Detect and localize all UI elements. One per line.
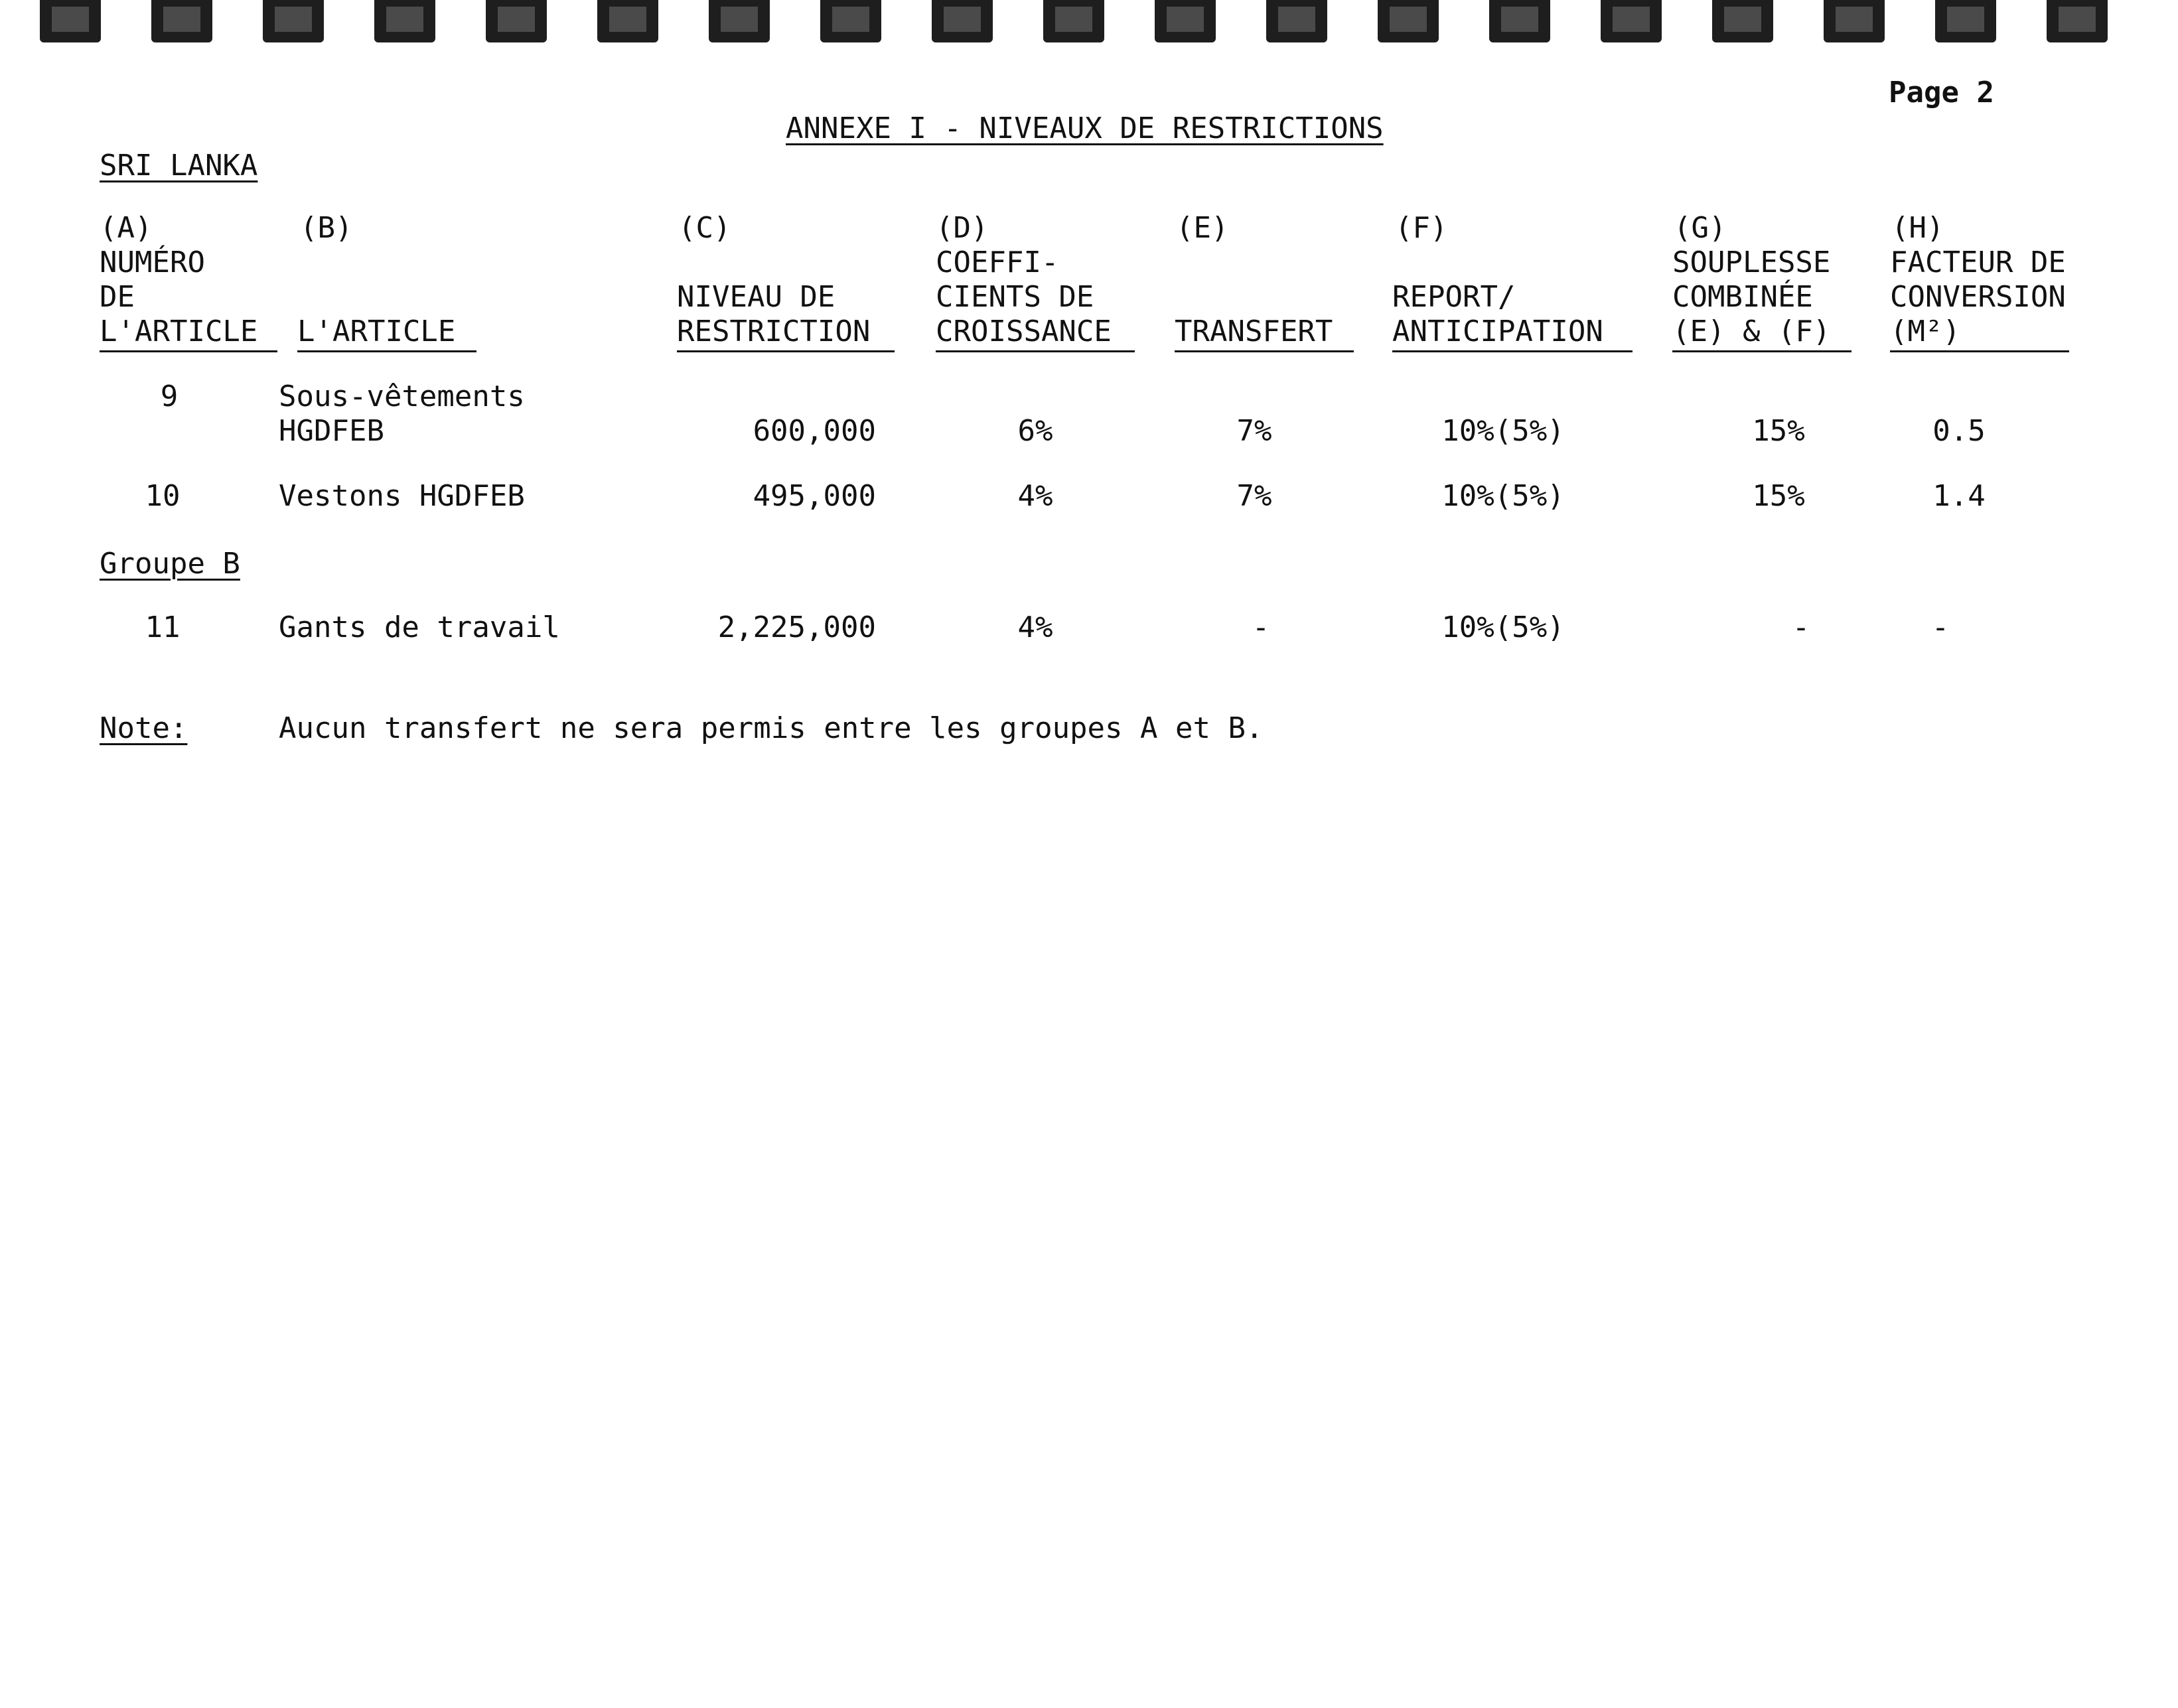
cell-article-name: Gants de travail — [279, 610, 560, 644]
column-g-code: (G) — [1674, 211, 1727, 245]
spiral-binding — [40, 0, 2137, 48]
binding-hole — [1824, 0, 1885, 42]
column-a-label: L'ARTICLE — [100, 315, 258, 348]
binding-hole — [597, 0, 658, 42]
cell-carryover: 10%(5%) — [1441, 414, 1565, 448]
column-a-label: NUMÉRO — [100, 246, 205, 279]
binding-hole — [1489, 0, 1550, 42]
binding-hole — [932, 0, 993, 42]
cell-growth-rate: 4% — [1017, 610, 1053, 644]
cell-conversion-factor: 1.4 — [1932, 479, 1986, 513]
column-d-code: (D) — [936, 211, 989, 245]
column-e-label: TRANSFERT — [1175, 315, 1333, 348]
binding-hole — [709, 0, 770, 42]
binding-hole — [1601, 0, 1662, 42]
column-c-label: RESTRICTION — [677, 315, 871, 348]
binding-hole — [1043, 0, 1104, 42]
column-f-label: REPORT/ — [1392, 280, 1516, 314]
column-e-code: (E) — [1176, 211, 1229, 245]
column-a-underline — [100, 350, 277, 352]
cell-article-number: 9 — [160, 380, 179, 413]
binding-hole — [820, 0, 881, 42]
cell-combined-flexibility: 15% — [1752, 414, 1805, 448]
binding-hole — [1155, 0, 1216, 42]
cell-carryover: 10%(5%) — [1441, 479, 1565, 513]
column-f-code: (F) — [1395, 211, 1448, 245]
cell-article-name: Vestons HGDFEB — [279, 479, 525, 513]
cell-restriction-level: 495,000 — [753, 479, 876, 513]
column-g-label: COMBINÉE — [1672, 280, 1813, 314]
column-c-code: (C) — [678, 211, 731, 245]
column-b-code: (B) — [300, 211, 353, 245]
column-g-underline — [1672, 350, 1851, 352]
cell-restriction-level: 600,000 — [753, 414, 876, 448]
cell-article-name: Sous-vêtements — [279, 380, 525, 413]
column-d-underline — [936, 350, 1135, 352]
cell-transfer: 7% — [1236, 479, 1272, 513]
cell-article-number: 11 — [145, 610, 181, 644]
column-h-code: (H) — [1891, 211, 1944, 245]
binding-hole — [263, 0, 324, 42]
column-e-underline — [1175, 350, 1354, 352]
column-d-label: CROISSANCE — [936, 315, 1112, 348]
column-f-underline — [1392, 350, 1633, 352]
binding-hole — [1935, 0, 1996, 42]
cell-combined-flexibility: - — [1792, 610, 1810, 644]
column-h-label: CONVERSION — [1890, 280, 2066, 314]
cell-conversion-factor: - — [1931, 610, 1950, 644]
column-f-label: ANTICIPATION — [1392, 315, 1603, 348]
column-d-label: CIENTS DE — [936, 280, 1094, 314]
column-d-label: COEFFI- — [936, 246, 1059, 279]
cell-growth-rate: 6% — [1017, 414, 1053, 448]
binding-hole — [2047, 0, 2108, 42]
page-number: Page 2 — [1889, 76, 1994, 109]
page-title: ANNEXE I - NIVEAUX DE RESTRICTIONS — [786, 111, 1384, 145]
group-b-heading: Groupe B — [100, 547, 240, 581]
column-h-underline — [1890, 350, 2069, 352]
column-g-label: (E) & (F) — [1672, 315, 1831, 348]
country-heading: SRI LANKA — [100, 149, 258, 182]
column-g-label: SOUPLESSE — [1672, 246, 1831, 279]
cell-growth-rate: 4% — [1017, 479, 1053, 513]
cell-transfer: - — [1252, 610, 1270, 644]
cell-transfer: 7% — [1236, 414, 1272, 448]
column-b-underline — [297, 350, 476, 352]
note-label: Note: — [100, 711, 188, 745]
column-a-label: DE — [100, 280, 135, 314]
column-c-underline — [677, 350, 895, 352]
cell-article-name: HGDFEB — [279, 414, 384, 448]
cell-carryover: 10%(5%) — [1441, 610, 1565, 644]
binding-hole — [151, 0, 212, 42]
binding-hole — [1266, 0, 1327, 42]
binding-hole — [1712, 0, 1773, 42]
column-b-label: L'ARTICLE — [297, 315, 456, 348]
cell-conversion-factor: 0.5 — [1932, 414, 1986, 448]
cell-article-number: 10 — [145, 479, 181, 513]
column-a-code: (A) — [100, 211, 153, 245]
binding-hole — [374, 0, 435, 42]
binding-hole — [1378, 0, 1439, 42]
cell-combined-flexibility: 15% — [1752, 479, 1805, 513]
column-h-label: FACTEUR DE — [1890, 246, 2066, 279]
cell-restriction-level: 2,225,000 — [717, 610, 876, 644]
column-c-label: NIVEAU DE — [677, 280, 835, 314]
note-text: Aucun transfert ne sera permis entre les groupes A et B. — [279, 711, 1264, 745]
column-h-label: (M²) — [1890, 315, 1960, 348]
binding-hole — [40, 0, 101, 42]
binding-hole — [486, 0, 547, 42]
